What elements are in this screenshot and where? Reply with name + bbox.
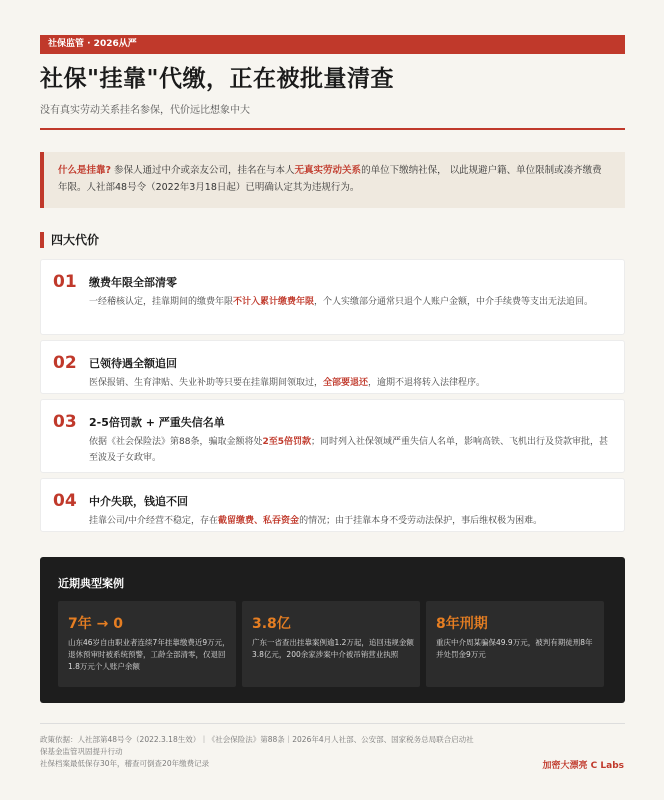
callout-highlight: 无真实劳动关系	[294, 165, 362, 176]
callout-lead: 什么是挂靠?	[58, 165, 112, 176]
cost-body-text: ；同时列入社保领域严重失信人名单，影响高铁、飞机出行及贷款审批，甚至波及子女政审。	[89, 437, 609, 463]
cost-number: 01	[53, 272, 77, 292]
case-figure: 3.8亿	[252, 616, 291, 632]
cost-body-emphasis: 截留缴费、私吞资金	[218, 516, 300, 526]
cost-body-emphasis: 全部要退还	[323, 378, 369, 388]
cost-body	[89, 513, 614, 529]
page-title: 社保"挂靠"代缴，正在被批量清查	[40, 66, 394, 92]
cost-body-text: 依据《社会保险法》第88条，骗取金额将处	[89, 437, 263, 447]
cost-card-1	[40, 259, 625, 335]
cost-body-text: 一经稽核认定，挂靠期间的缴费年限	[89, 297, 234, 307]
cost-body-emphasis: 不计入累计缴费年限	[233, 297, 315, 307]
callout-text-1: 参保人通过中介或亲友公司，挂名在与本人	[111, 165, 295, 176]
cost-number: 04	[53, 491, 77, 511]
cost-body-text: 医保报销、生育津贴、失业补助等只要在挂靠期间领取过，	[89, 378, 324, 388]
cost-heading: 已领待遇全额追回	[89, 357, 177, 370]
cost-number: 02	[53, 353, 77, 373]
page-subtitle: 没有真实劳动关系挂名参保，代价远比想象中大	[40, 105, 250, 116]
case-card-3	[426, 601, 604, 687]
cost-body	[89, 375, 614, 391]
cost-body-text: 挂靠公司/中介经营不稳定，存在	[89, 516, 219, 526]
cost-heading: 2-5倍罚款 + 严重失信名单	[89, 416, 225, 429]
footer-policy-basis: 政策依据：人社部第48号令（2022.3.18生效）｜《社会保险法》第88条｜2026年4月人社部、公安部、国家税务总局联合启动社保基金监管巩固提升行动	[40, 735, 474, 756]
cases-panel	[40, 557, 625, 703]
cost-body-text: ，个人实缴部分通常只退个人账户金额，中介手续费等支出无法追回。	[314, 297, 594, 307]
cost-card-2	[40, 340, 625, 394]
footer-divider	[40, 723, 625, 724]
cost-body-text: 的情况；由于挂靠本身不受劳动法保护，事后维权极为困难。	[299, 516, 543, 526]
title-divider	[40, 128, 625, 130]
case-figure: 8年刑期	[436, 616, 488, 632]
case-card-1	[58, 601, 236, 687]
cost-body	[89, 434, 614, 466]
cases-title: 近期典型案例	[58, 577, 124, 590]
callout-text-2: 的单位下缴纳社保， 以此规避户籍、单位限制或凑齐缴费年限。人社部48号令（2022年3月18日起）已明确认定其为违规行为。	[58, 165, 602, 193]
cost-body	[89, 294, 614, 310]
case-description: 广东一省查出挂靠案例逾1.2万起，追回违规金额3.8亿元，200余家涉案中介被吊销营业执照	[252, 638, 414, 659]
case-description: 山东46岁自由职业者连续7年挂靠缴费近9万元，退休预审时被系统预警，工龄全部清零，仅退回1.8万元个人账户余额	[68, 638, 230, 671]
cost-card-4	[40, 478, 625, 532]
cost-body-emphasis: 2至5倍罚款	[262, 437, 311, 447]
case-figure: 7年 → 0	[68, 616, 123, 632]
cost-card-3	[40, 399, 625, 473]
case-description: 重庆中介周某骗保49.9万元，被判有期徒刑8年并处罚金9万元	[436, 638, 593, 659]
section-title: 四大代价	[40, 232, 99, 248]
case-card-2	[242, 601, 420, 687]
cost-heading: 缴费年限全部清零	[89, 276, 177, 289]
cost-number: 03	[53, 412, 77, 432]
footer-note: 社保档案最低保存30年，稽查可倒查20年缴费记录	[40, 759, 210, 768]
footer-sources	[40, 734, 480, 770]
cost-heading: 中介失联，钱追不回	[89, 495, 188, 508]
cost-body-text: ，逾期不退将转入法律程序。	[368, 378, 486, 388]
topic-banner: 社保监管 · 2026从严	[40, 35, 625, 54]
definition-callout	[40, 152, 625, 208]
brand-signature: 加密大漂亮 C Labs	[542, 761, 624, 771]
